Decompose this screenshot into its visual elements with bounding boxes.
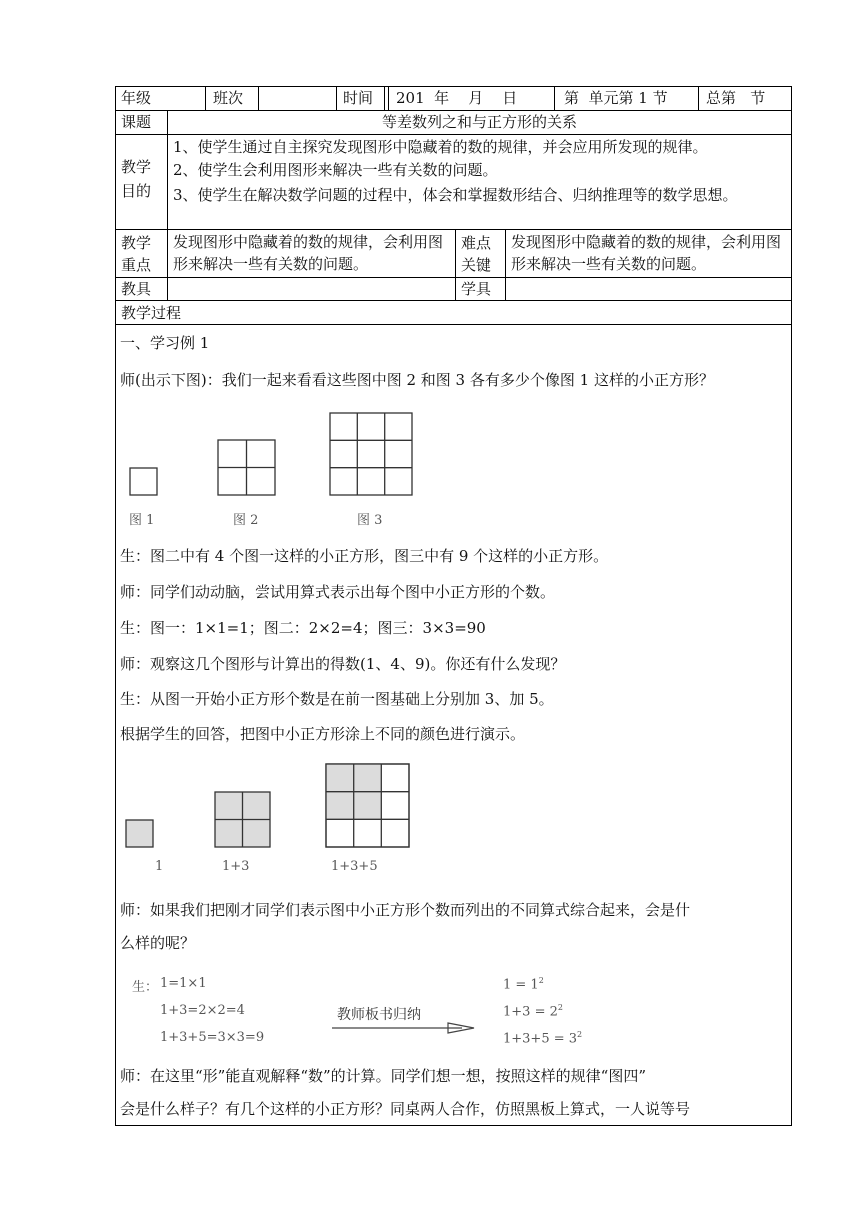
figure-caption: 图 2: [233, 513, 259, 528]
figure-caption: 1+3: [222, 859, 250, 874]
paragraph: 师：在这里“形”能直观解释“数”的计算。同学们想一想，按照这样的规律“图四”: [120, 1067, 647, 1085]
class-label: 班次: [213, 89, 244, 107]
unit-field: 第 单元第 1 节: [564, 89, 668, 107]
figure-2-shaded-squares: [120, 758, 420, 857]
teacher-tools-label: 教具: [121, 280, 152, 298]
difficulty-text: 发现图形中隐藏着的数的规律，会利用图形来解决一些有关数的问题。: [511, 233, 782, 273]
difficulty-divider: [505, 229, 506, 300]
header-divider: [258, 86, 259, 110]
row-line-2: [115, 134, 792, 135]
process-label: 教学过程: [121, 304, 182, 322]
board-right-line: [503, 1003, 563, 1019]
paragraph: 师：同学们动动脑，尝试用算式表示出每个图中小正方形的个数。: [120, 583, 556, 601]
goal-item: 1、使学生通过自主探究发现图形中隐藏着的数的规律，并会应用所发现的规律。: [173, 138, 708, 156]
grid-figures-shaded: [120, 758, 420, 853]
board-exponent: 2: [557, 1003, 563, 1012]
goals-label: 目的: [121, 182, 152, 200]
header-divider: [336, 86, 337, 110]
total-field: 总第 节: [706, 89, 766, 107]
table-border-bottom: [115, 1125, 792, 1126]
board-exponent: 2: [577, 1030, 583, 1039]
paragraph: 么样的呢？: [120, 934, 196, 952]
paragraph: 生：从图一开始小正方形个数是在前一图基础上分别加 3、加 5。: [120, 690, 554, 708]
paragraph: 生：图二中有 4 个图一这样的小正方形，图三中有 9 个这样的小正方形。: [120, 547, 609, 565]
keypoints-text: 发现图形中隐藏着的数的规律，会利用图形来解决一些有关数的问题。: [173, 233, 444, 273]
grade-label: 年级: [121, 89, 152, 107]
header-divider: [205, 86, 206, 110]
label-column-divider: [167, 110, 168, 300]
board-left-line: 1=1×1: [160, 976, 207, 991]
header-divider: [388, 86, 389, 110]
time-label: 时间: [343, 89, 374, 107]
table-border-right: [791, 86, 792, 1126]
table-border-top: [115, 86, 792, 87]
student-tools-label: 学具: [461, 280, 492, 298]
board-right-line: [503, 1030, 582, 1046]
goals-label: 教学: [121, 158, 152, 176]
keypoints-label: 教学: [121, 234, 152, 252]
board-right-expression: 1+3+5 = 3: [503, 1031, 578, 1047]
board-right-expression: 1 = 1: [503, 977, 539, 993]
header-divider: [698, 86, 699, 110]
row-line-1: [115, 110, 792, 111]
paragraph: 师(出示下图)：我们一起来看看这些图中图 2 和图 3 各有多少个像图 1 这样的小正方形？: [120, 371, 714, 389]
table-border-left: [115, 86, 116, 1126]
goal-item: 2、使学生会利用图形来解决一些有关数的问题。: [173, 161, 498, 179]
section-heading: 一、学习例 1: [120, 334, 210, 352]
board-right-line: [503, 976, 544, 992]
board-left-line: 1+3+5=3×3=9: [160, 1030, 265, 1045]
row-line-4: [115, 277, 792, 278]
board-student-prefix: 生：: [132, 980, 159, 995]
difficulty-label: 难点: [461, 234, 492, 252]
row-line-3: [115, 229, 792, 230]
date-field: 201 年 月 日: [396, 89, 518, 107]
topic-label: 课题: [121, 113, 152, 131]
paragraph: 师：观察这几个图形与计算出的得数(1、4、9)。你还有什么发现？: [120, 655, 566, 673]
row-line-6: [115, 324, 792, 325]
header-divider: [384, 86, 385, 110]
row-line-5: [115, 300, 792, 301]
board-exponent: 2: [538, 976, 544, 985]
figure-caption: 图 1: [129, 513, 155, 528]
board-left-line: 1+3=2×2=4: [160, 1003, 245, 1018]
board-right-expression: 1+3 = 2: [503, 1004, 558, 1020]
keypoints-label: 重点: [121, 256, 152, 274]
board-arrow-label: 教师板书归纳: [337, 1007, 421, 1023]
difficulty-divider: [455, 229, 456, 300]
paragraph: 会是什么样子？有几个这样的小正方形？同桌两人合作，仿照黑板上算式，一人说等号: [120, 1100, 691, 1118]
board-arrow-icon: [330, 1020, 478, 1040]
figure-caption: 图 3: [357, 513, 383, 528]
paragraph: 根据学生的回答，把图中小正方形涂上不同的颜色进行演示。: [120, 725, 526, 743]
header-divider: [554, 86, 555, 110]
paragraph: 师：如果我们把刚才同学们表示图中小正方形个数而列出的不同算式综合起来，会是什: [120, 901, 691, 919]
topic-title: 等差数列之和与正方形的关系: [381, 113, 577, 131]
paragraph: 生：图一：1×1=1；图二：2×2=4；图三：3×3=90: [120, 619, 486, 637]
figure-caption: 1+3+5: [331, 859, 378, 874]
figure-caption: 1: [155, 859, 164, 874]
difficulty-label: 关键: [461, 256, 492, 274]
goal-item: 3、使学生在解决数学问题的过程中，体会和掌握数形结合、归纳推理等的数学思想。: [173, 186, 738, 204]
